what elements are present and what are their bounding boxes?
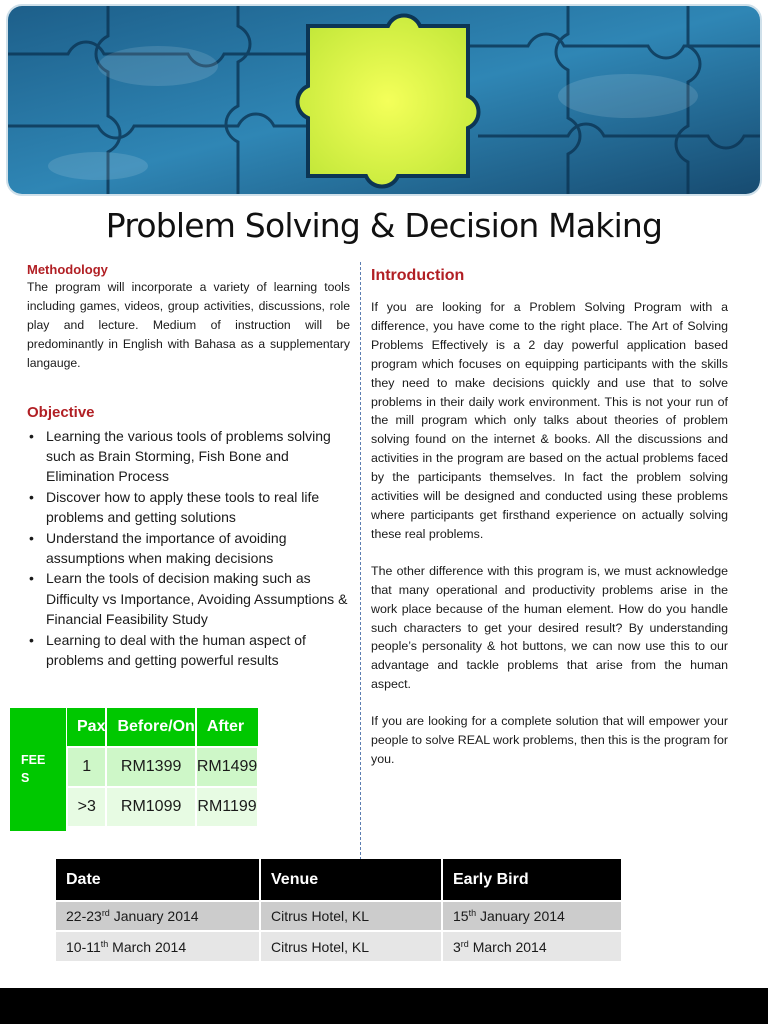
fees-header-pax: Pax (67, 708, 106, 747)
banner (0, 0, 768, 200)
introduction-paragraph-1: If you are looking for a Problem Solving Program with a difference, you have come to the right place. The Art of Solving Problems Effectively is a 2 day powerful application based program which focuses on equipping participants with the skills they need to make decisions quickly and use that to solve problems in their daily work environment. This is not your run of the mill program which only talks about theories of problem solving found on the internet & books. All the discussions and activities in the program are based on the actual problems faced by the participants themselves. In fact the problem solving activities will be designed and conducted using these problems where participants get firsthand experience on actually solving these real problems. (371, 300, 728, 541)
methodology-heading: Methodology (27, 262, 108, 277)
puzzle-banner-image (6, 4, 762, 196)
schedule-header-row (56, 859, 621, 901)
schedule-header-venue: Venue (260, 859, 442, 901)
fees-header-after: After (196, 708, 258, 747)
list-item: • Learning the various tools of problems solving such as Brain Storming, Fish Bone and Elimination Process (27, 426, 350, 487)
fees-label-line-1: FEE (21, 753, 46, 767)
schedule-date: 10-11th March 2014 (56, 931, 260, 961)
schedule-date: 22-23rd January 2014 (56, 901, 260, 931)
fees-cell-before: RM1099 (106, 787, 195, 827)
fees-cell-pax: 1 (67, 747, 106, 787)
fees-cell-after: RM1199 (196, 787, 258, 827)
schedule-header-early-bird: Early Bird (442, 859, 621, 901)
fees-label-line-2: S (21, 771, 30, 785)
schedule-table (56, 859, 621, 961)
introduction-heading: Introduction (371, 267, 465, 284)
fees-header-before: Before/On (106, 708, 195, 747)
introduction-paragraph-3: If you are looking for a complete solution that will empower your people to solve REAL work problems, then this is the program for you. (371, 714, 728, 766)
fees-cell-after: RM1499 (196, 747, 258, 787)
right-column (371, 266, 728, 769)
column-divider (360, 262, 361, 860)
left-column (27, 262, 350, 670)
list-item: • Learning to deal with the human aspect of problems and getting powerful results (27, 630, 350, 671)
objective-list (27, 426, 350, 671)
schedule-early-bird: 15th January 2014 (442, 901, 621, 931)
schedule-header-date: Date (56, 859, 260, 901)
fees-label (10, 708, 66, 831)
table-row (56, 931, 621, 961)
page-title: Problem Solving & Decision Making (105, 206, 663, 245)
fees-cell-before: RM1399 (106, 747, 195, 787)
fees-table (66, 708, 259, 828)
fees-cell-pax: >3 (67, 787, 106, 827)
list-item: • Discover how to apply these tools to real life problems and getting solutions (27, 487, 350, 528)
objective-heading: Objective (27, 403, 95, 421)
methodology-text: The program will incorporate a variety of learning tools including games, videos, group activities, discussions, role play and lecture. Medium of instruction will be predominantly in English with Bahasa as a supplementary langauge. (27, 280, 350, 370)
schedule-venue: Citrus Hotel, KL (260, 901, 442, 931)
table-row (67, 747, 258, 787)
list-item: • Learn the tools of decision making such as Difficulty vs Importance, Avoiding Assumptions & Financial Feasibility Study (27, 568, 350, 629)
schedule-venue: Citrus Hotel, KL (260, 931, 442, 961)
footer-bar (0, 988, 768, 1024)
fees-header-row (67, 708, 258, 747)
list-item: • Understand the importance of avoiding assumptions when making decisions (27, 528, 350, 569)
table-row (56, 901, 621, 931)
introduction-paragraph-2: The other difference with this program is, we must acknowledge that many operational and productivity problems arise in the work place because of the human element. How do you handle such characters to get your desired result? By understanding people’s personality & hot buttons, we can now use this to our advantage and tackle problems that arise from the human aspect. (371, 563, 728, 692)
table-row (67, 787, 258, 827)
schedule-early-bird: 3rd March 2014 (442, 931, 621, 961)
